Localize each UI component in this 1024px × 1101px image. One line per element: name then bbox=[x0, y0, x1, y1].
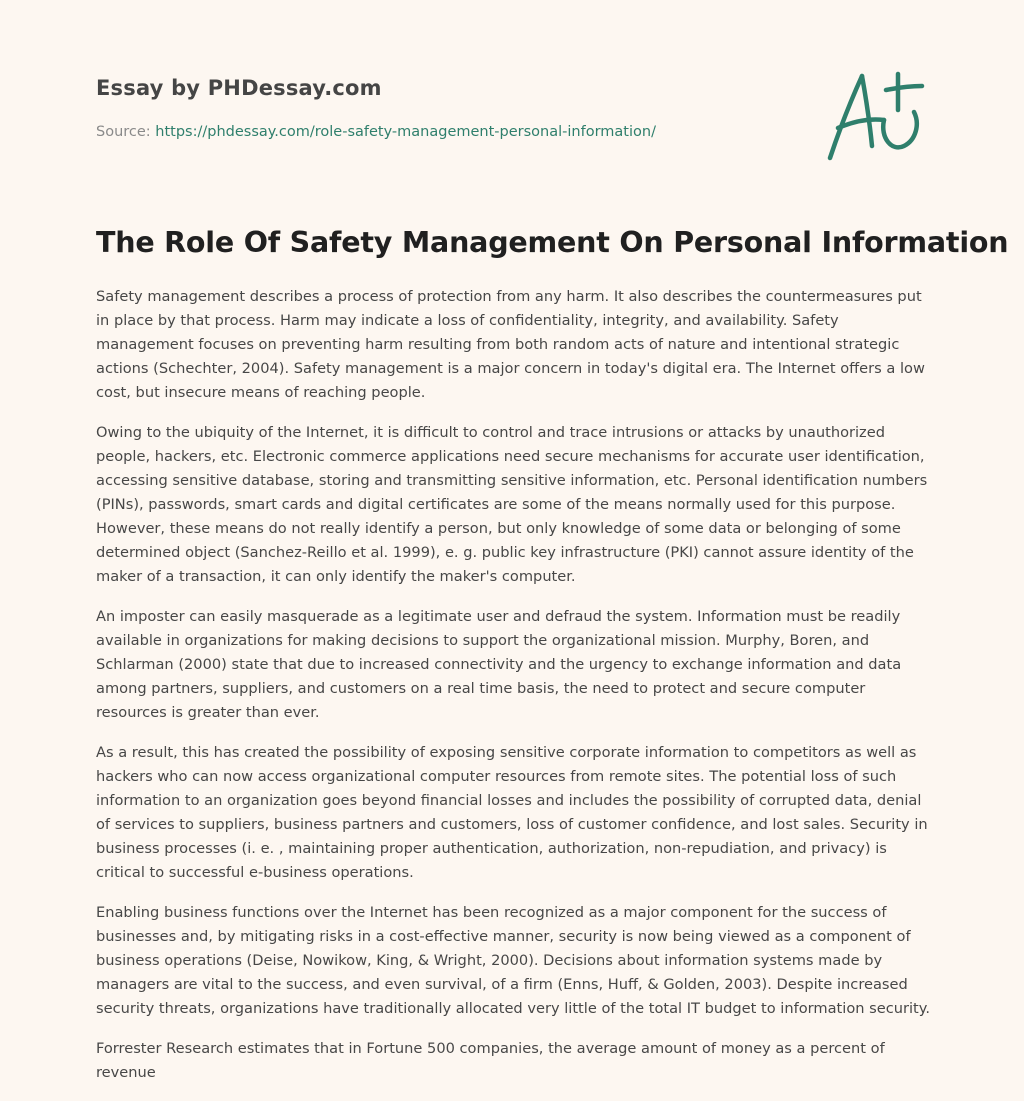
a-plus-grade-icon bbox=[822, 68, 932, 164]
essay-paragraph: Enabling business functions over the Internet has been recognized as a major component for the success of businesses and, by mitigating risks in a cost-effective manner, security is now being viewed as a component of business operations (Deise, Nowikow, King, & Wright, 2000). Decisions about information systems made by managers are vital to the success, and even survival, of a firm (Enns, Huff, & Golden, 2003). Despite increased security threats, organizations have traditionally allocated very little of the total IT budget to information security. bbox=[96, 904, 930, 1017]
essay-paragraph: Safety management describes a process of protection from any harm. It also describes the countermeasures put in place by that process. Harm may indicate a loss of confidentiality, integrity, and availability. Safety management focuses on preventing harm resulting from both random acts of nature and intentional strategic actions (Schechter, 2004). Safety management is a major concern in today's digital era. The Internet offers a low cost, but insecure means of reaching people. bbox=[96, 288, 925, 401]
essay-title: The Role Of Safety Management On Personal Information bbox=[96, 226, 1009, 259]
essay-paragraph: Forrester Research estimates that in Fortune 500 companies, the average amount of money as a percent of revenue bbox=[96, 1040, 885, 1081]
essay-body bbox=[96, 285, 932, 1101]
source-line bbox=[96, 124, 656, 140]
source-link[interactable]: https://phdessay.com/role-safety-management-personal-information/ bbox=[155, 124, 656, 140]
essay-paragraph: Owing to the ubiquity of the Internet, it is difficult to control and trace intrusions or attacks by unauthorized people, hackers, etc. Electronic commerce applications need secure mechanisms for accurate user identification, accessing sensitive database, storing and transmitting sensitive information, etc. Personal identification numbers (PINs), passwords, smart cards and digital certificates are some of the means normally used for this purpose. However, these means do not really identify a person, but only knowledge of some data or belonging of some determined object (Sanchez-Reillo et al. 1999), e. g. public key infrastructure (PKI) cannot assure identity of the maker of a transaction, it can only identify the maker's computer. bbox=[96, 424, 928, 585]
site-title: Essay by PHDessay.com bbox=[96, 76, 382, 100]
source-label: Source: bbox=[96, 124, 151, 140]
essay-paragraph: An imposter can easily masquerade as a legitimate user and defraud the system. Information must be readily available in organizations for making decisions to support the organizational mission. Murphy, Boren, and Schlarman (2000) state that due to increased connectivity and the urgency to exchange information and data among partners, suppliers, and customers on a real time basis, the need to protect and secure computer resources is greater than ever. bbox=[96, 608, 902, 721]
essay-paragraph: As a result, this has created the possibility of exposing sensitive corporate information to competitors as well as hackers who can now access organizational computer resources from remote sites. The potential loss of such information to an organization goes beyond financial losses and includes the possibility of corrupted data, denial of services to suppliers, business partners and customers, loss of customer confidence, and lost sales. Security in business processes (i. e. , maintaining proper authentication, authorization, non-repudiation, and privacy) is critical to successful e-business operations. bbox=[96, 744, 928, 881]
